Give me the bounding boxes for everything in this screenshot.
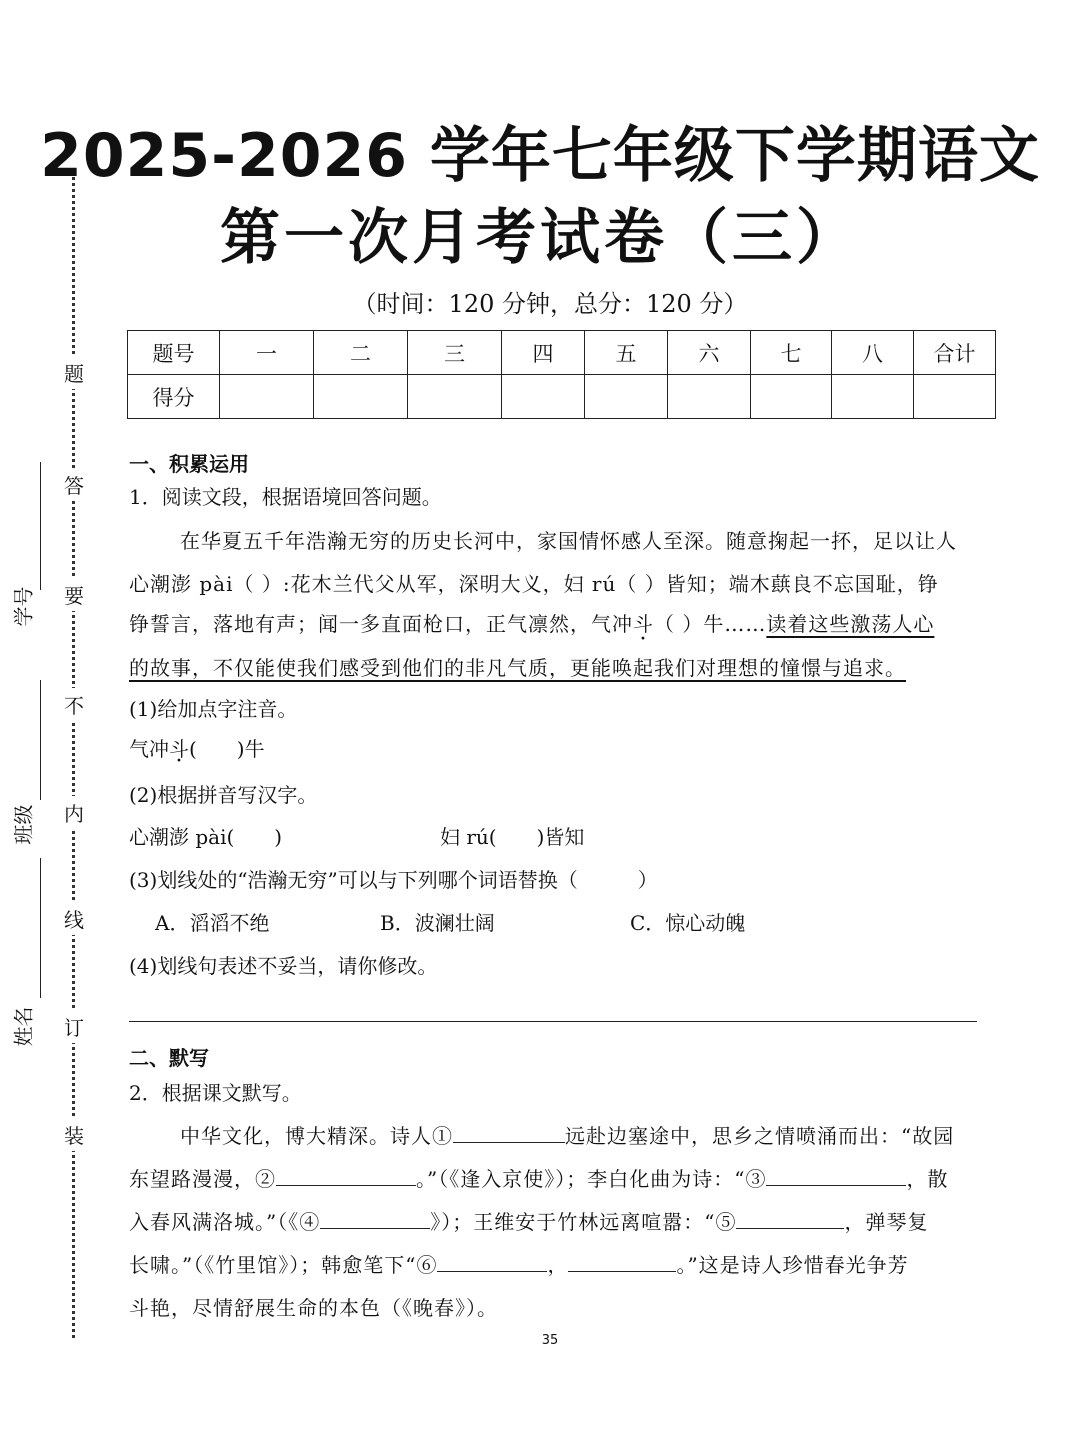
underlined-sentence: 读着这些激荡人心 <box>766 612 935 636</box>
binding-char: 答 <box>63 468 85 501</box>
score-cell[interactable] <box>832 375 914 419</box>
header-cell: 二 <box>314 331 408 375</box>
passage-text: （ ）牛…… <box>654 612 767 636</box>
score-cell[interactable] <box>914 375 996 419</box>
sub-question-1: (1)给加点字注音。 <box>129 697 298 721</box>
binding-char: 不 <box>63 688 85 721</box>
header-cell: 六 <box>668 331 751 375</box>
name-label: 姓名 <box>11 1006 36 1047</box>
binding-char: 要 <box>63 578 85 611</box>
recitation-text: 》）；王维安于竹林远离喧嚣：“⑤ <box>430 1210 737 1234</box>
recitation-text: 东望路漫漫，② <box>129 1167 276 1191</box>
blank-2[interactable] <box>276 1165 416 1186</box>
score-cell[interactable] <box>585 375 668 419</box>
answer-line[interactable] <box>129 1021 977 1022</box>
header-cell: 一 <box>220 331 314 375</box>
header-cell: 合计 <box>914 331 996 375</box>
student-id-label: 学号 <box>11 586 36 627</box>
option-c[interactable]: C．惊心动魄 <box>630 911 746 935</box>
sub-question-4: (4)划线句表述不妥当，请你修改。 <box>129 954 438 978</box>
score-cell[interactable] <box>314 375 408 419</box>
score-cell[interactable] <box>502 375 585 419</box>
class-label: 班级 <box>11 804 36 845</box>
header-cell: 四 <box>502 331 585 375</box>
recitation-text: ， <box>547 1253 569 1277</box>
blank-3[interactable] <box>766 1165 906 1186</box>
score-row-label: 得分 <box>128 375 220 419</box>
sub1-blank[interactable]: ( )牛 <box>189 737 265 761</box>
class-field[interactable] <box>40 680 41 800</box>
header-cell: 三 <box>408 331 502 375</box>
header-cell: 八 <box>832 331 914 375</box>
sub-question-2: (2)根据拼音写汉字。 <box>129 783 318 807</box>
name-field[interactable] <box>40 858 41 998</box>
recitation-line <box>129 1163 948 1192</box>
blank-5[interactable] <box>736 1208 844 1229</box>
score-cell[interactable] <box>220 375 314 419</box>
blank-4[interactable] <box>320 1208 430 1229</box>
recitation-text: 。”这是诗人珍惜春光争芳 <box>676 1253 909 1277</box>
blank-6a[interactable] <box>437 1251 547 1272</box>
recitation-text: ，散 <box>906 1167 949 1191</box>
score-cell[interactable] <box>408 375 502 419</box>
sub-question-3: (3)划线处的“浩瀚无穷”可以与下列哪个词语替换（ ） <box>129 868 658 892</box>
sub1-text: 气冲 <box>129 737 169 761</box>
sub2-item-a[interactable]: 心潮澎 pài( ) <box>129 825 283 849</box>
binding-char: 题 <box>63 356 85 389</box>
passage-line: 心潮澎 pài（ ）:花木兰代父从军，深明大义，妇 rú（ ）皆知；端木蕻良不忘国耻，铮 <box>129 572 939 596</box>
student-id-field[interactable] <box>40 462 41 590</box>
blank-6b[interactable] <box>568 1251 676 1272</box>
score-cell[interactable] <box>751 375 832 419</box>
recitation-line <box>129 1206 928 1235</box>
header-cell: 五 <box>585 331 668 375</box>
passage-text: 铮誓言，落地有声；闻一多直面枪口，正气凛然，气冲 <box>129 612 633 636</box>
binding-char: 装 <box>63 1118 85 1151</box>
page-number: 35 <box>541 1333 559 1348</box>
recitation-text: 入春风满洛城。”（《④ <box>129 1210 321 1234</box>
section1-heading: 一、积累运用 <box>129 452 249 476</box>
recitation-line <box>129 1249 909 1278</box>
recitation-text: ，弹琴复 <box>844 1210 929 1234</box>
underlined-sentence: 的故事，不仅能使我们感受到他们的非凡气质，更能唤起我们对理想的憧憬与追求。 <box>129 656 906 680</box>
recitation-text: 。”（《逢入京使》）；李白化曲为诗：“③ <box>416 1167 767 1191</box>
blank-1[interactable] <box>453 1122 565 1143</box>
exam-title-line1: 2025-2026 学年七年级下学期语文 <box>40 121 1040 191</box>
option-b[interactable]: B．波澜壮阔 <box>380 911 495 935</box>
passage-line <box>129 608 934 637</box>
exam-time-score: （时间：120 分钟，总分：120 分） <box>352 290 748 318</box>
binding-char: 订 <box>63 1010 85 1043</box>
header-cell: 题号 <box>128 331 220 375</box>
binding-dotted-line <box>72 170 75 1338</box>
option-a[interactable]: A．滔滔不绝 <box>155 911 270 935</box>
dotted-char: 斗 <box>169 737 189 761</box>
q1-stem: 1．阅读文段，根据语境回答问题。 <box>129 485 442 509</box>
score-table <box>127 330 996 419</box>
score-cell[interactable] <box>668 375 751 419</box>
score-table-header-row <box>128 331 996 375</box>
sub1-answer-line <box>129 734 265 764</box>
dotted-char: 斗 <box>633 612 654 636</box>
recitation-line: 斗艳，尽情舒展生命的本色（《晚春》）。 <box>129 1296 498 1320</box>
score-table-score-row <box>128 375 996 419</box>
recitation-text: 长啸。”（《竹里馆》）；韩愈笔下“⑥ <box>129 1253 438 1277</box>
binding-char: 内 <box>63 796 85 829</box>
recitation-text: 远赴边塞途中，思乡之情喷涌而出：“故园 <box>565 1124 955 1148</box>
recitation-text: 中华文化，博大精深。诗人① <box>180 1124 453 1148</box>
recitation-line <box>180 1120 954 1149</box>
binding-char: 线 <box>63 902 85 935</box>
header-cell: 七 <box>751 331 832 375</box>
passage-line: 在华夏五千年浩瀚无穷的历史长河中，家国情怀感人至深。随意掬起一抔，足以让人 <box>180 529 957 553</box>
exam-title-line2: 第一次月考试卷（三） <box>220 203 860 273</box>
sub2-item-b[interactable]: 妇 rú( )皆知 <box>440 825 585 849</box>
q2-stem: 2．根据课文默写。 <box>129 1081 302 1105</box>
section2-heading: 二、默写 <box>129 1046 209 1070</box>
